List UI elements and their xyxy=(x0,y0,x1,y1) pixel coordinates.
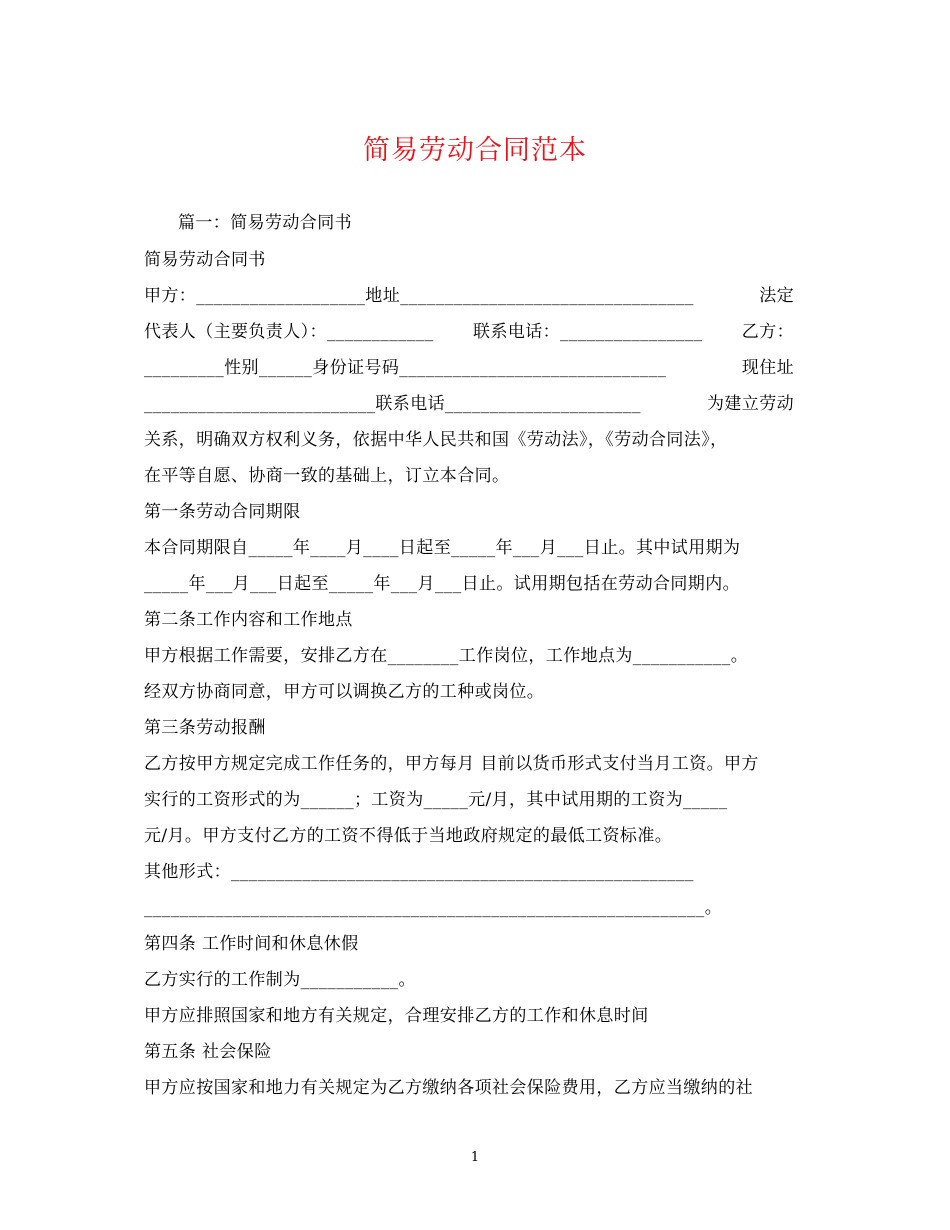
purpose-text-end: 在平等自愿、协商一致的基础上，订立本合同。 xyxy=(144,466,510,486)
minimum-wage-line: 元/月。甲方支付乙方的工资不得低于当地政府规定的最低工资标准。 xyxy=(144,826,673,846)
article-two-heading: 第二条工作内容和工作地点 xyxy=(144,610,353,630)
article-one-heading: 第一条劳动合同期限 xyxy=(144,502,301,522)
page-number: 1 xyxy=(470,1150,480,1165)
representative-field: 代表人（主要负责人）：____________ xyxy=(144,322,434,342)
salary-form-line: 实行的工资形式的为______；工资为_____元/月，其中试用期的工资为_____ xyxy=(144,790,728,810)
probation-term-line: _____年___月___日起至_____年___月___日止。试用期包括在劳动合同期内。 xyxy=(144,574,740,594)
other-forms-line: 其他形式：____________________________________________________ xyxy=(144,862,694,882)
party-b-identity-line xyxy=(144,353,794,378)
purpose-text-start: 为建立劳动 xyxy=(707,394,794,414)
party-b-identity-fields: _________性别______身份证号码______________________________ xyxy=(144,358,667,378)
current-address-label: 现住址 xyxy=(741,358,794,378)
work-rest-line: 甲方应排照国家和地方有关规定，合理安排乙方的工作和休息时间 xyxy=(144,1006,649,1026)
contract-heading: 简易劳动合同书 xyxy=(144,250,266,270)
article-five-heading: 第五条 社会保险 xyxy=(144,1042,272,1062)
document-title: 简易劳动合同范本 xyxy=(363,135,587,166)
purpose-text-line: 关系，明确双方权利义务，依据中华人民共和国《劳动法》，《劳动合同法》， xyxy=(144,430,728,450)
party-a-address-field: 甲方：___________________地址_________________________________ xyxy=(144,286,694,306)
party-b-label: 乙方： xyxy=(741,322,794,342)
salary-payment-line: 乙方按甲方规定完成工作任务的，甲方每月 目前以货币形式支付当月工资。甲方 xyxy=(144,754,759,774)
party-b-contact-line xyxy=(144,389,794,414)
contract-term-line: 本合同期限自_____年____月____日起至_____年___月___日止。其中试用期为 xyxy=(144,538,741,558)
other-forms-continuation: _______________________________________________________________。 xyxy=(144,898,723,918)
party-a-phone-field: 联系电话：________________ xyxy=(473,322,703,342)
legal-representative-label: 法定 xyxy=(759,286,794,306)
work-system-line: 乙方实行的工作制为___________。 xyxy=(144,970,416,990)
party-a-line xyxy=(144,281,794,306)
party-b-contact-fields: __________________________联系电话______________________ xyxy=(144,394,641,414)
article-four-heading: 第四条 工作时间和休息休假 xyxy=(144,934,359,954)
article-three-heading: 第三条劳动报酬 xyxy=(144,718,266,738)
job-adjustment-line: 经双方协商同意，甲方可以调换乙方的工种或岗位。 xyxy=(144,682,545,702)
social-insurance-line: 甲方应按国家和地力有关规定为乙方缴纳各项社会保险费用，乙方应当缴纳的社 xyxy=(144,1078,753,1098)
job-assignment-line: 甲方根据工作需要，安排乙方在________工作岗位，工作地点为___________。 xyxy=(144,646,749,666)
representative-line xyxy=(144,317,794,342)
section-heading-part-one: 篇一：简易劳动合同书 xyxy=(178,213,352,233)
